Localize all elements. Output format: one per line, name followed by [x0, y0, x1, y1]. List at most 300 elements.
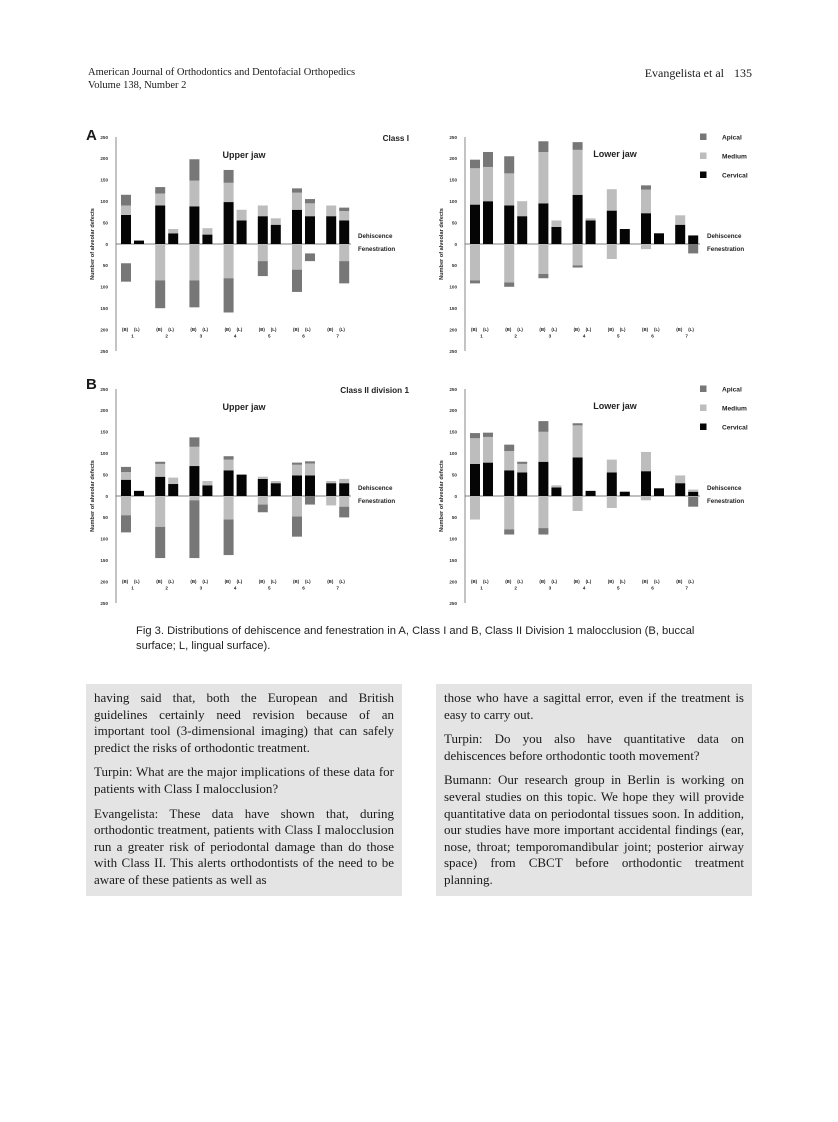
- y-tick-label: 150: [100, 558, 108, 563]
- bar-apical: [538, 141, 548, 152]
- y-tick-label: 250: [449, 134, 457, 140]
- surface-label-buccal: (B): [258, 327, 265, 333]
- bar-fenestration-apical: [258, 505, 268, 513]
- y-axis-label: Number of alveolar defects: [90, 208, 96, 280]
- bar-medium: [675, 475, 685, 483]
- surface-label-lingual: (L): [483, 327, 489, 333]
- y-tick-label: 0: [105, 493, 108, 499]
- dehiscence-label: Dehiscence: [358, 485, 393, 492]
- group-label: 4: [233, 333, 237, 339]
- surface-label-lingual: (L): [236, 579, 243, 585]
- bar-apical: [538, 421, 548, 432]
- y-tick-label: 0: [454, 493, 457, 499]
- surface-label-lingual: (L): [483, 579, 489, 585]
- bar-chart: [86, 380, 416, 612]
- bar-cervical: [237, 220, 247, 244]
- bar-apical: [121, 467, 131, 472]
- y-tick-label: 250: [100, 386, 108, 392]
- bar-medium: [189, 447, 199, 466]
- y-tick-label: 200: [449, 579, 457, 585]
- bar-medium: [641, 452, 651, 471]
- legend-swatch-cervical: [700, 424, 707, 431]
- y-tick-label: 200: [449, 327, 457, 333]
- y-tick-label: 50: [102, 263, 108, 269]
- bar-medium: [504, 451, 514, 470]
- bar-medium: [189, 181, 199, 207]
- paragraph: having said that, both the European and British guidelines certainly need revision because of an important tool (3-dimensional imaging) that can safely predict the risks of orthodontic treatment.: [94, 690, 394, 755]
- bar-cervical: [483, 201, 493, 244]
- surface-label-buccal: (B): [190, 579, 197, 585]
- y-tick-label: 150: [100, 306, 108, 311]
- bar-medium: [538, 432, 548, 462]
- bar-apical: [517, 462, 527, 464]
- paragraph: Bumann: Our research group in Berlin is working on several studies on this topic. We hope they will provide quantitative data on periodontal tissues soon. In addition, our studies have more important accidental findings (ear, nose, throat; temporomandibular joint; posterior airway space) from CBCT before orthodontic treatment planning.: [444, 772, 744, 887]
- legend-label-medium: Medium: [722, 153, 747, 161]
- bar-cervical: [202, 485, 212, 496]
- bar-apical: [573, 142, 583, 150]
- bar-medium: [470, 438, 480, 464]
- y-tick-label: 50: [451, 220, 457, 226]
- bar-fenestration-medium: [224, 244, 234, 278]
- fenestration-label: Fenestration: [358, 246, 396, 253]
- y-tick-label: 100: [449, 451, 457, 456]
- class-title: Class II division 1: [340, 386, 409, 395]
- bar-fenestration-medium: [641, 244, 651, 249]
- y-tick-label: 50: [102, 515, 108, 521]
- bar-apical: [573, 423, 583, 425]
- group-label: 6: [651, 585, 654, 591]
- bar-medium: [168, 478, 178, 484]
- bar-cervical: [189, 466, 199, 496]
- y-tick-label: 50: [451, 263, 457, 269]
- surface-label-buccal: (B): [327, 327, 334, 333]
- bar-cervical: [237, 475, 247, 496]
- surface-label-lingual: (L): [236, 327, 243, 333]
- group-label: 5: [268, 585, 271, 591]
- group-label: 5: [617, 585, 620, 591]
- surface-label-lingual: (L): [168, 327, 174, 333]
- surface-label-lingual: (L): [654, 327, 660, 333]
- bar-medium: [675, 215, 685, 224]
- surface-label-lingual: (L): [551, 579, 558, 585]
- running-header-journal: [88, 66, 355, 92]
- group-label: 1: [480, 585, 483, 591]
- bar-cervical: [517, 216, 527, 244]
- surface-label-lingual: (L): [517, 327, 523, 333]
- y-tick-label: 100: [100, 284, 108, 290]
- bar-apical: [504, 156, 514, 173]
- bar-fenestration-apical: [292, 517, 302, 537]
- bar-cervical: [573, 195, 583, 244]
- dehiscence-label: Dehiscence: [358, 233, 393, 240]
- bar-medium: [121, 472, 131, 480]
- bar-fenestration-apical: [688, 497, 698, 507]
- bar-medium: [339, 211, 349, 220]
- bar-medium: [551, 220, 561, 226]
- y-axis-label: Number of alveolar defects: [439, 460, 445, 532]
- y-tick-label: 250: [100, 600, 108, 606]
- surface-label-buccal: (B): [327, 579, 334, 585]
- paragraph: Turpin: Do you also have quantitative data on dehiscences before orthodontic tooth movement?: [444, 731, 744, 763]
- group-label: 6: [651, 333, 654, 339]
- bar-cervical: [155, 205, 165, 244]
- bar-cervical: [504, 470, 514, 496]
- bar-chart: [86, 128, 416, 360]
- jaw-title: Lower jaw: [593, 401, 637, 411]
- jaw-title: Lower jaw: [593, 149, 637, 159]
- legend-label-cervical: Cervical: [722, 424, 748, 432]
- bar-cervical: [339, 483, 349, 496]
- y-tick-label: 100: [449, 536, 457, 542]
- journal-volume: Volume 138, Number 2: [88, 80, 187, 91]
- legend-swatch-cervical: [700, 172, 707, 179]
- bar-medium: [258, 477, 268, 479]
- surface-label-lingual: (L): [551, 327, 558, 333]
- group-label: 3: [548, 585, 552, 591]
- y-tick-label: 100: [449, 284, 457, 290]
- bar-fenestration-medium: [573, 244, 583, 265]
- bar-medium: [155, 464, 165, 477]
- bar-medium: [586, 218, 596, 220]
- surface-label-buccal: (B): [505, 327, 512, 333]
- bar-medium: [258, 205, 268, 216]
- bar-medium: [607, 189, 617, 210]
- bar-fenestration-medium: [189, 244, 199, 280]
- bar-cervical: [551, 487, 561, 496]
- bar-medium: [573, 425, 583, 457]
- group-label: 2: [165, 333, 168, 339]
- group-label: 7: [685, 333, 688, 339]
- dehiscence-label: Dehiscence: [707, 485, 742, 492]
- bar-cervical: [483, 463, 493, 496]
- bar-cervical: [470, 464, 480, 496]
- bar-cervical: [688, 235, 698, 244]
- surface-label-buccal: (B): [676, 579, 683, 585]
- legend-swatch-medium: [700, 153, 707, 160]
- panel-label-a: A: [86, 127, 97, 144]
- bar-apical: [224, 456, 234, 459]
- bar-cervical: [620, 492, 630, 496]
- bar-medium: [292, 465, 302, 476]
- bar-apical: [292, 188, 302, 192]
- surface-label-buccal: (B): [156, 579, 163, 585]
- group-label: 3: [199, 333, 203, 339]
- bar-fenestration-apical: [121, 263, 131, 281]
- fenestration-label: Fenestration: [707, 498, 745, 505]
- panel-label-b: B: [86, 376, 97, 393]
- surface-label-buccal: (B): [258, 579, 265, 585]
- bar-cervical: [305, 475, 315, 496]
- bar-cervical: [607, 211, 617, 244]
- surface-label-buccal: (B): [607, 579, 614, 585]
- bar-medium: [305, 463, 315, 475]
- bar-cervical: [326, 483, 336, 496]
- surface-label-lingual: (L): [654, 579, 660, 585]
- bar-fenestration-apical: [339, 507, 349, 518]
- fenestration-label: Fenestration: [358, 498, 396, 505]
- y-tick-label: 150: [449, 306, 457, 311]
- surface-label-lingual: (L): [134, 579, 140, 585]
- y-tick-label: 150: [449, 429, 457, 435]
- surface-label-buccal: (B): [573, 579, 580, 585]
- bar-cervical: [339, 220, 349, 244]
- legend-label-apical: Apical: [722, 386, 742, 394]
- surface-label-lingual: (L): [202, 327, 209, 333]
- bar-apical: [483, 152, 493, 167]
- surface-label-buccal: (B): [642, 579, 649, 585]
- bar-cervical: [258, 479, 268, 496]
- bar-cervical: [292, 475, 302, 496]
- surface-label-buccal: (B): [539, 327, 546, 333]
- y-tick-label: 250: [449, 386, 457, 392]
- y-tick-label: 200: [449, 408, 457, 414]
- y-tick-label: 100: [100, 536, 108, 542]
- surface-label-buccal: (B): [573, 327, 580, 333]
- bar-apical: [470, 160, 480, 169]
- surface-label-lingual: (L): [517, 579, 523, 585]
- bar-fenestration-apical: [189, 500, 199, 558]
- bar-medium: [483, 167, 493, 201]
- bar-fenestration-apical: [504, 529, 514, 534]
- bar-cervical: [189, 206, 199, 244]
- surface-label-lingual: (L): [339, 579, 345, 585]
- bar-medium: [504, 173, 514, 205]
- bar-cervical: [121, 480, 131, 496]
- bar-fenestration-apical: [538, 274, 548, 278]
- bar-fenestration-medium: [339, 244, 349, 261]
- bar-fenestration-apical: [258, 261, 268, 276]
- legend-label-apical: Apical: [722, 134, 742, 142]
- bar-medium: [470, 168, 480, 204]
- group-label: 4: [582, 585, 586, 591]
- bar-fenestration-apical: [305, 496, 315, 505]
- bar-apical: [155, 462, 165, 464]
- surface-label-lingual: (L): [168, 579, 174, 585]
- y-tick-label: 100: [449, 199, 457, 204]
- bar-cervical: [654, 488, 664, 496]
- group-label: 7: [336, 585, 339, 591]
- surface-label-buccal: (B): [224, 327, 231, 333]
- bar-fenestration-medium: [292, 496, 302, 517]
- bar-fenestration-medium: [607, 496, 617, 508]
- chart-a-lower-jaw: [435, 128, 765, 360]
- surface-label-buccal: (B): [505, 579, 512, 585]
- bar-fenestration-apical: [292, 270, 302, 292]
- surface-label-lingual: (L): [339, 327, 345, 333]
- bar-apical: [189, 159, 199, 180]
- bar-fenestration-medium: [538, 244, 548, 274]
- bar-cervical: [224, 470, 234, 496]
- surface-label-buccal: (B): [642, 327, 649, 333]
- bar-medium: [641, 190, 651, 214]
- y-tick-label: 200: [449, 156, 457, 162]
- legend-swatch-apical: [700, 134, 707, 141]
- jaw-title: Upper jaw: [222, 402, 266, 412]
- bar-apical: [470, 433, 480, 438]
- bar-apical: [189, 437, 199, 446]
- bar-medium: [538, 152, 548, 203]
- bar-medium: [573, 150, 583, 195]
- y-tick-label: 200: [100, 408, 108, 414]
- bar-cervical: [675, 483, 685, 496]
- bar-cervical: [168, 233, 178, 244]
- bar-cervical: [224, 202, 234, 244]
- surface-label-buccal: (B): [676, 327, 683, 333]
- bar-cervical: [504, 205, 514, 244]
- y-tick-label: 150: [100, 177, 108, 183]
- surface-label-buccal: (B): [607, 327, 614, 333]
- surface-label-lingual: (L): [688, 327, 694, 333]
- bar-fenestration-medium: [258, 496, 268, 505]
- bar-medium: [202, 228, 212, 234]
- surface-label-lingual: (L): [585, 579, 592, 585]
- group-label: 4: [233, 585, 237, 591]
- y-tick-label: 200: [100, 327, 108, 333]
- group-label: 1: [131, 333, 134, 339]
- class-title: Class I: [382, 134, 409, 143]
- chart-b-lower-jaw: [435, 380, 765, 612]
- surface-label-lingual: (L): [585, 327, 592, 333]
- y-tick-label: 0: [105, 241, 108, 247]
- bar-medium: [305, 203, 315, 216]
- bar-apical: [305, 199, 315, 203]
- group-label: 2: [514, 585, 517, 591]
- bar-cervical: [551, 227, 561, 244]
- y-tick-label: 250: [100, 348, 108, 354]
- bar-chart: [435, 128, 765, 360]
- bar-fenestration-apical: [155, 280, 165, 308]
- y-tick-label: 200: [100, 579, 108, 585]
- bar-cervical: [326, 216, 336, 244]
- legend-label-cervical: Cervical: [722, 172, 748, 180]
- bar-cervical: [586, 491, 596, 496]
- bar-fenestration-medium: [292, 244, 302, 270]
- bar-medium: [517, 464, 527, 473]
- bar-medium: [551, 485, 561, 487]
- bar-fenestration-medium: [573, 496, 583, 511]
- surface-label-buccal: (B): [122, 327, 129, 333]
- y-tick-label: 200: [100, 156, 108, 162]
- bar-medium: [121, 205, 131, 214]
- y-tick-label: 50: [102, 220, 108, 226]
- bar-apical: [292, 463, 302, 465]
- running-header-page: [645, 66, 752, 81]
- bar-fenestration-medium: [189, 496, 199, 500]
- y-axis-label: Number of alveolar defects: [90, 460, 96, 532]
- bar-medium: [607, 460, 617, 473]
- text-column-left: [86, 684, 402, 896]
- bar-cervical: [607, 472, 617, 496]
- bar-fenestration-apical: [538, 528, 548, 534]
- bar-chart: [435, 380, 765, 612]
- bar-medium: [517, 201, 527, 216]
- bar-fenestration-medium: [155, 244, 165, 280]
- bar-cervical: [641, 213, 651, 244]
- bar-fenestration-medium: [641, 496, 651, 500]
- paragraph: those who have a sagittal error, even if the treatment is easy to carry out.: [444, 690, 744, 722]
- running-authors: Evangelista et al: [644, 66, 724, 80]
- surface-label-lingual: (L): [619, 327, 626, 333]
- bar-medium: [292, 193, 302, 210]
- group-label: 7: [685, 585, 688, 591]
- bar-fenestration-medium: [326, 496, 336, 505]
- bar-cervical: [654, 233, 664, 244]
- dehiscence-label: Dehiscence: [707, 233, 742, 240]
- surface-label-lingual: (L): [134, 327, 140, 333]
- bar-apical: [483, 433, 493, 437]
- legend-label-medium: Medium: [722, 405, 747, 413]
- group-label: 6: [302, 333, 305, 339]
- surface-label-lingual: (L): [270, 579, 277, 585]
- bar-fenestration-apical: [573, 265, 583, 267]
- bar-fenestration-medium: [470, 496, 480, 520]
- bar-cervical: [517, 472, 527, 496]
- legend-swatch-medium: [700, 405, 707, 412]
- bar-cervical: [538, 462, 548, 496]
- bar-cervical: [292, 210, 302, 244]
- bar-medium: [237, 210, 247, 221]
- bar-fenestration-apical: [155, 527, 165, 558]
- bar-cervical: [271, 483, 281, 496]
- bar-apical: [339, 208, 349, 211]
- paragraph: Turpin: What are the major implications of these data for patients with Class I malocclusion?: [94, 764, 394, 796]
- bar-cervical: [586, 220, 596, 244]
- bar-fenestration-apical: [121, 515, 131, 532]
- surface-label-lingual: (L): [270, 327, 277, 333]
- surface-label-lingual: (L): [688, 579, 694, 585]
- bar-cervical: [271, 225, 281, 244]
- bar-fenestration-medium: [504, 244, 514, 283]
- bar-cervical: [620, 229, 630, 244]
- y-tick-label: 0: [454, 241, 457, 247]
- surface-label-buccal: (B): [122, 579, 129, 585]
- bar-apical: [121, 195, 131, 206]
- y-tick-label: 50: [102, 472, 108, 478]
- group-label: 3: [548, 333, 552, 339]
- bar-medium: [224, 183, 234, 202]
- group-label: 2: [514, 333, 517, 339]
- bar-cervical: [134, 491, 144, 496]
- y-tick-label: 250: [449, 348, 457, 354]
- bar-medium: [688, 490, 698, 492]
- bar-cervical: [538, 203, 548, 244]
- bar-apical: [155, 187, 165, 193]
- group-label: 5: [268, 333, 271, 339]
- bar-apical: [224, 170, 234, 183]
- bar-fenestration-medium: [538, 496, 548, 528]
- surface-label-lingual: (L): [202, 579, 209, 585]
- bar-fenestration-medium: [224, 496, 234, 520]
- bar-cervical: [470, 205, 480, 244]
- bar-medium: [339, 479, 349, 483]
- surface-label-buccal: (B): [224, 579, 231, 585]
- surface-label-lingual: (L): [305, 327, 311, 333]
- surface-label-buccal: (B): [156, 327, 163, 333]
- bar-fenestration-apical: [339, 261, 349, 283]
- bar-fenestration-apical: [305, 253, 315, 261]
- y-tick-label: 100: [100, 199, 108, 204]
- y-tick-label: 100: [100, 451, 108, 456]
- surface-label-buccal: (B): [539, 579, 546, 585]
- y-tick-label: 150: [449, 177, 457, 183]
- group-label: 5: [617, 333, 620, 339]
- bar-medium: [326, 205, 336, 216]
- bar-cervical: [155, 477, 165, 496]
- bar-medium: [202, 481, 212, 485]
- bar-cervical: [641, 471, 651, 496]
- y-tick-label: 150: [449, 558, 457, 563]
- y-tick-label: 50: [451, 515, 457, 521]
